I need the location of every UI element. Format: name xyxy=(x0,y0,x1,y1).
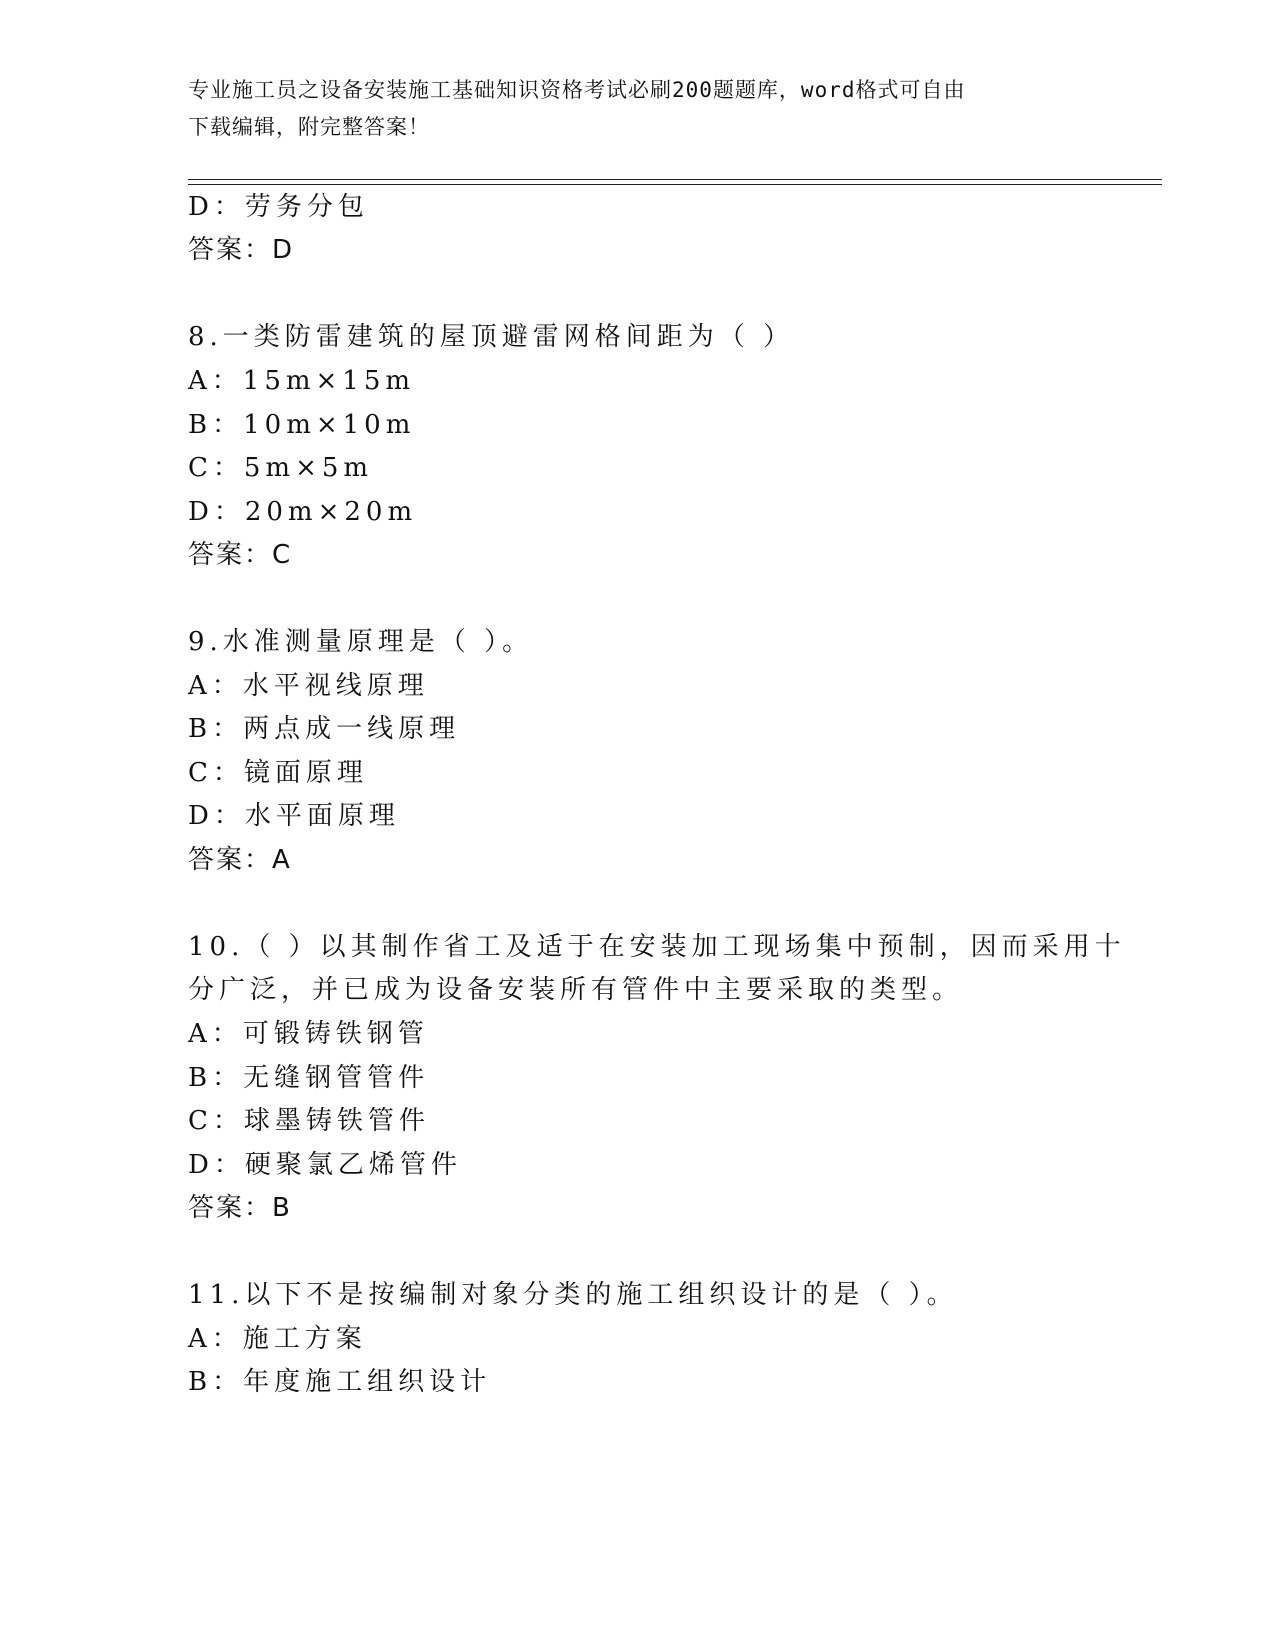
q9-option-a: A：水平视线原理 xyxy=(188,671,429,701)
q10-question-line-2: 分广泛，并已成为设备安装所有管件中主要采取的类型。 xyxy=(188,975,964,1005)
q11-option-a: A：施工方案 xyxy=(188,1324,367,1354)
q8-option-a: A：15m×15m xyxy=(188,366,416,396)
q11-question: 11.以下不是按编制对象分类的施工组织设计的是（ ）。 xyxy=(188,1280,958,1310)
q7-answer: 答案：D xyxy=(188,235,295,265)
q7-option-d: D：劳务分包 xyxy=(188,192,369,222)
q8-answer: 答案：C xyxy=(188,540,293,570)
header-line-1: 专业施工员之设备安装施工基础知识资格考试必刷200题题库，word格式可自由 xyxy=(188,78,966,102)
q10-option-c: C：球墨铸铁管件 xyxy=(188,1106,430,1136)
q9-option-b: B：两点成一线原理 xyxy=(188,714,461,744)
q8-question: 8.一类防雷建筑的屋顶避雷网格间距为（ ） xyxy=(188,322,795,352)
q10-option-a: A：可锻铸铁钢管 xyxy=(188,1019,429,1049)
q9-question: 9.水准测量原理是（ ）。 xyxy=(188,627,534,657)
q9-option-c: C：镜面原理 xyxy=(188,758,368,788)
header-rule-bottom xyxy=(188,184,1162,185)
q10-answer: 答案：B xyxy=(188,1193,292,1223)
q10-question-line-1: 10.（ ）以其制作省工及适于在安装加工现场集中预制，因而采用十 xyxy=(188,932,1126,962)
q8-option-d: D：20m×20m xyxy=(188,497,418,527)
q9-answer: 答案：A xyxy=(188,845,292,875)
q8-option-b: B：10m×10m xyxy=(188,410,416,440)
q11-option-b: B：年度施工组织设计 xyxy=(188,1367,492,1397)
q9-option-d: D：水平面原理 xyxy=(188,801,400,831)
header-line-2: 下载编辑，附完整答案！ xyxy=(188,115,430,139)
q8-option-c: C：5m×5m xyxy=(188,453,374,483)
q10-option-d: D：硬聚氯乙烯管件 xyxy=(188,1150,462,1180)
document-header xyxy=(188,72,1088,146)
header-rule-top xyxy=(188,179,1162,180)
q10-option-b: B：无缝钢管管件 xyxy=(188,1063,430,1093)
